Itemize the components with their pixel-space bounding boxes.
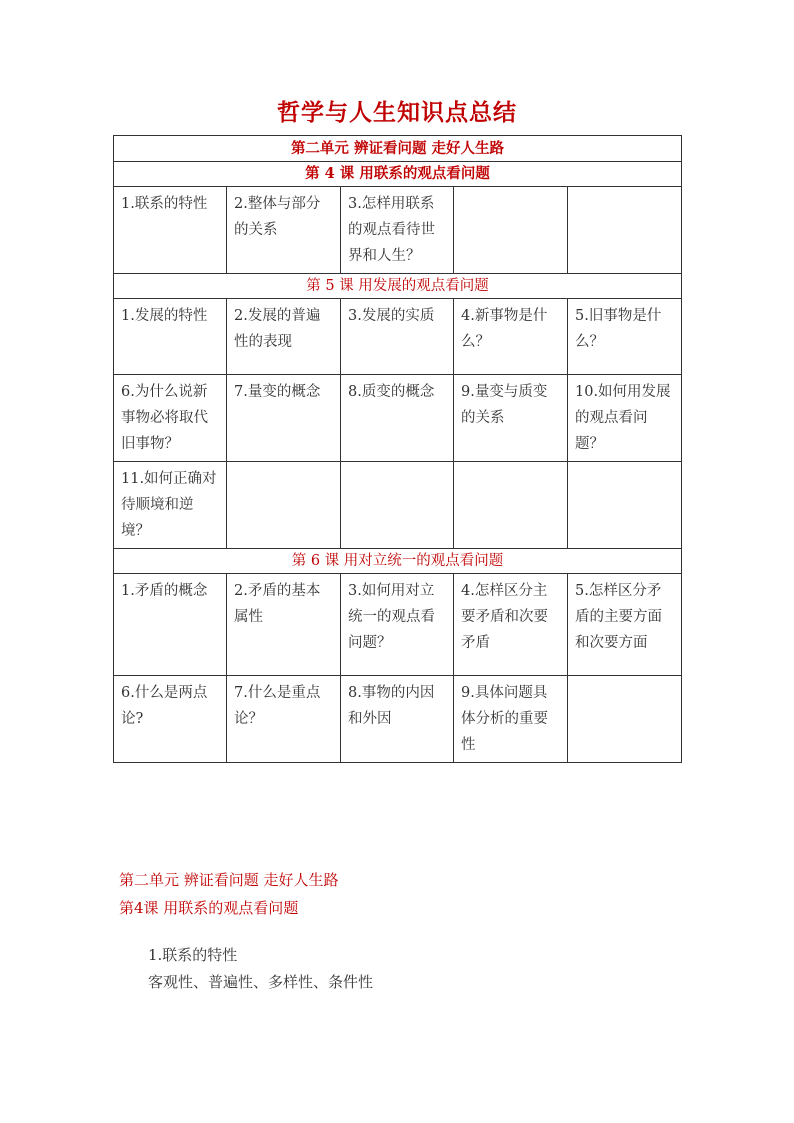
unit-heading: 第二单元 辨证看问题 走好人生路 [119,871,339,889]
table-cell [568,676,682,763]
table-cell: 8.质变的概念 [341,375,454,462]
table-cell: 3.怎样用联系的观点看待世界和人生？ [341,187,454,274]
table-cell: 11.如何正确对待顺境和逆境？ [114,462,227,549]
table-cell: 9.具体问题具体分析的重要性 [454,676,568,763]
outline-table [113,135,682,763]
unit-header: 第二单元 辨证看问题 走好人生路 [114,136,682,162]
table-cell: 3.发展的实质 [341,299,454,375]
lesson5-header-row [114,274,682,299]
table-cell: 4.新事物是什么？ [454,299,568,375]
table-cell: 10.如何用发展的观点看问题？ [568,375,682,462]
lesson-heading: 第4课 用联系的观点看问题 [119,899,299,917]
point-text: 客观性、普遍性、多样性、条件性 [148,973,374,991]
table-cell [568,462,682,549]
point-title: 1.联系的特性 [148,946,238,964]
lesson5-header: 第 5 课 用发展的观点看问题 [114,274,682,299]
table-cell: 1.矛盾的概念 [114,574,227,676]
table-cell [454,462,568,549]
table-cell: 7.什么是重点论？ [227,676,341,763]
table-cell [341,462,454,549]
table-cell: 1.发展的特性 [114,299,227,375]
lesson4-row [114,187,682,274]
document-title: 哲学与人生知识点总结 [277,99,517,126]
table-cell: 4.怎样区分主要矛盾和次要矛盾 [454,574,568,676]
table-cell: 8.事物的内因和外因 [341,676,454,763]
table-cell: 3.如何用对立统一的观点看问题？ [341,574,454,676]
table-cell: 2.矛盾的基本属性 [227,574,341,676]
table-cell: 5.旧事物是什么？ [568,299,682,375]
table-cell: 6.为什么说新事物必将取代旧事物？ [114,375,227,462]
table-cell: 9.量变与质变的关系 [454,375,568,462]
table-cell [454,187,568,274]
table-cell [227,462,341,549]
lesson6-header: 第 6 课 用对立统一的观点看问题 [114,549,682,574]
table-cell: 7.量变的概念 [227,375,341,462]
table-cell [568,187,682,274]
table-cell: 1.联系的特性 [114,187,227,274]
lesson4-header: 第 4 课 用联系的观点看问题 [114,162,682,187]
lesson5-row-2 [114,375,682,462]
table-cell: 2.发展的普遍性的表现 [227,299,341,375]
lesson4-header-row [114,162,682,187]
lesson6-header-row [114,549,682,574]
lesson6-row-2 [114,676,682,763]
lesson5-row-3 [114,462,682,549]
lesson5-row-1 [114,299,682,375]
unit-header-row [114,136,682,162]
table-cell: 6.什么是两点论? [114,676,227,763]
lesson6-row-1 [114,574,682,676]
table-cell: 5.怎样区分矛盾的主要方面和次要方面 [568,574,682,676]
table-cell: 2.整体与部分的关系 [227,187,341,274]
